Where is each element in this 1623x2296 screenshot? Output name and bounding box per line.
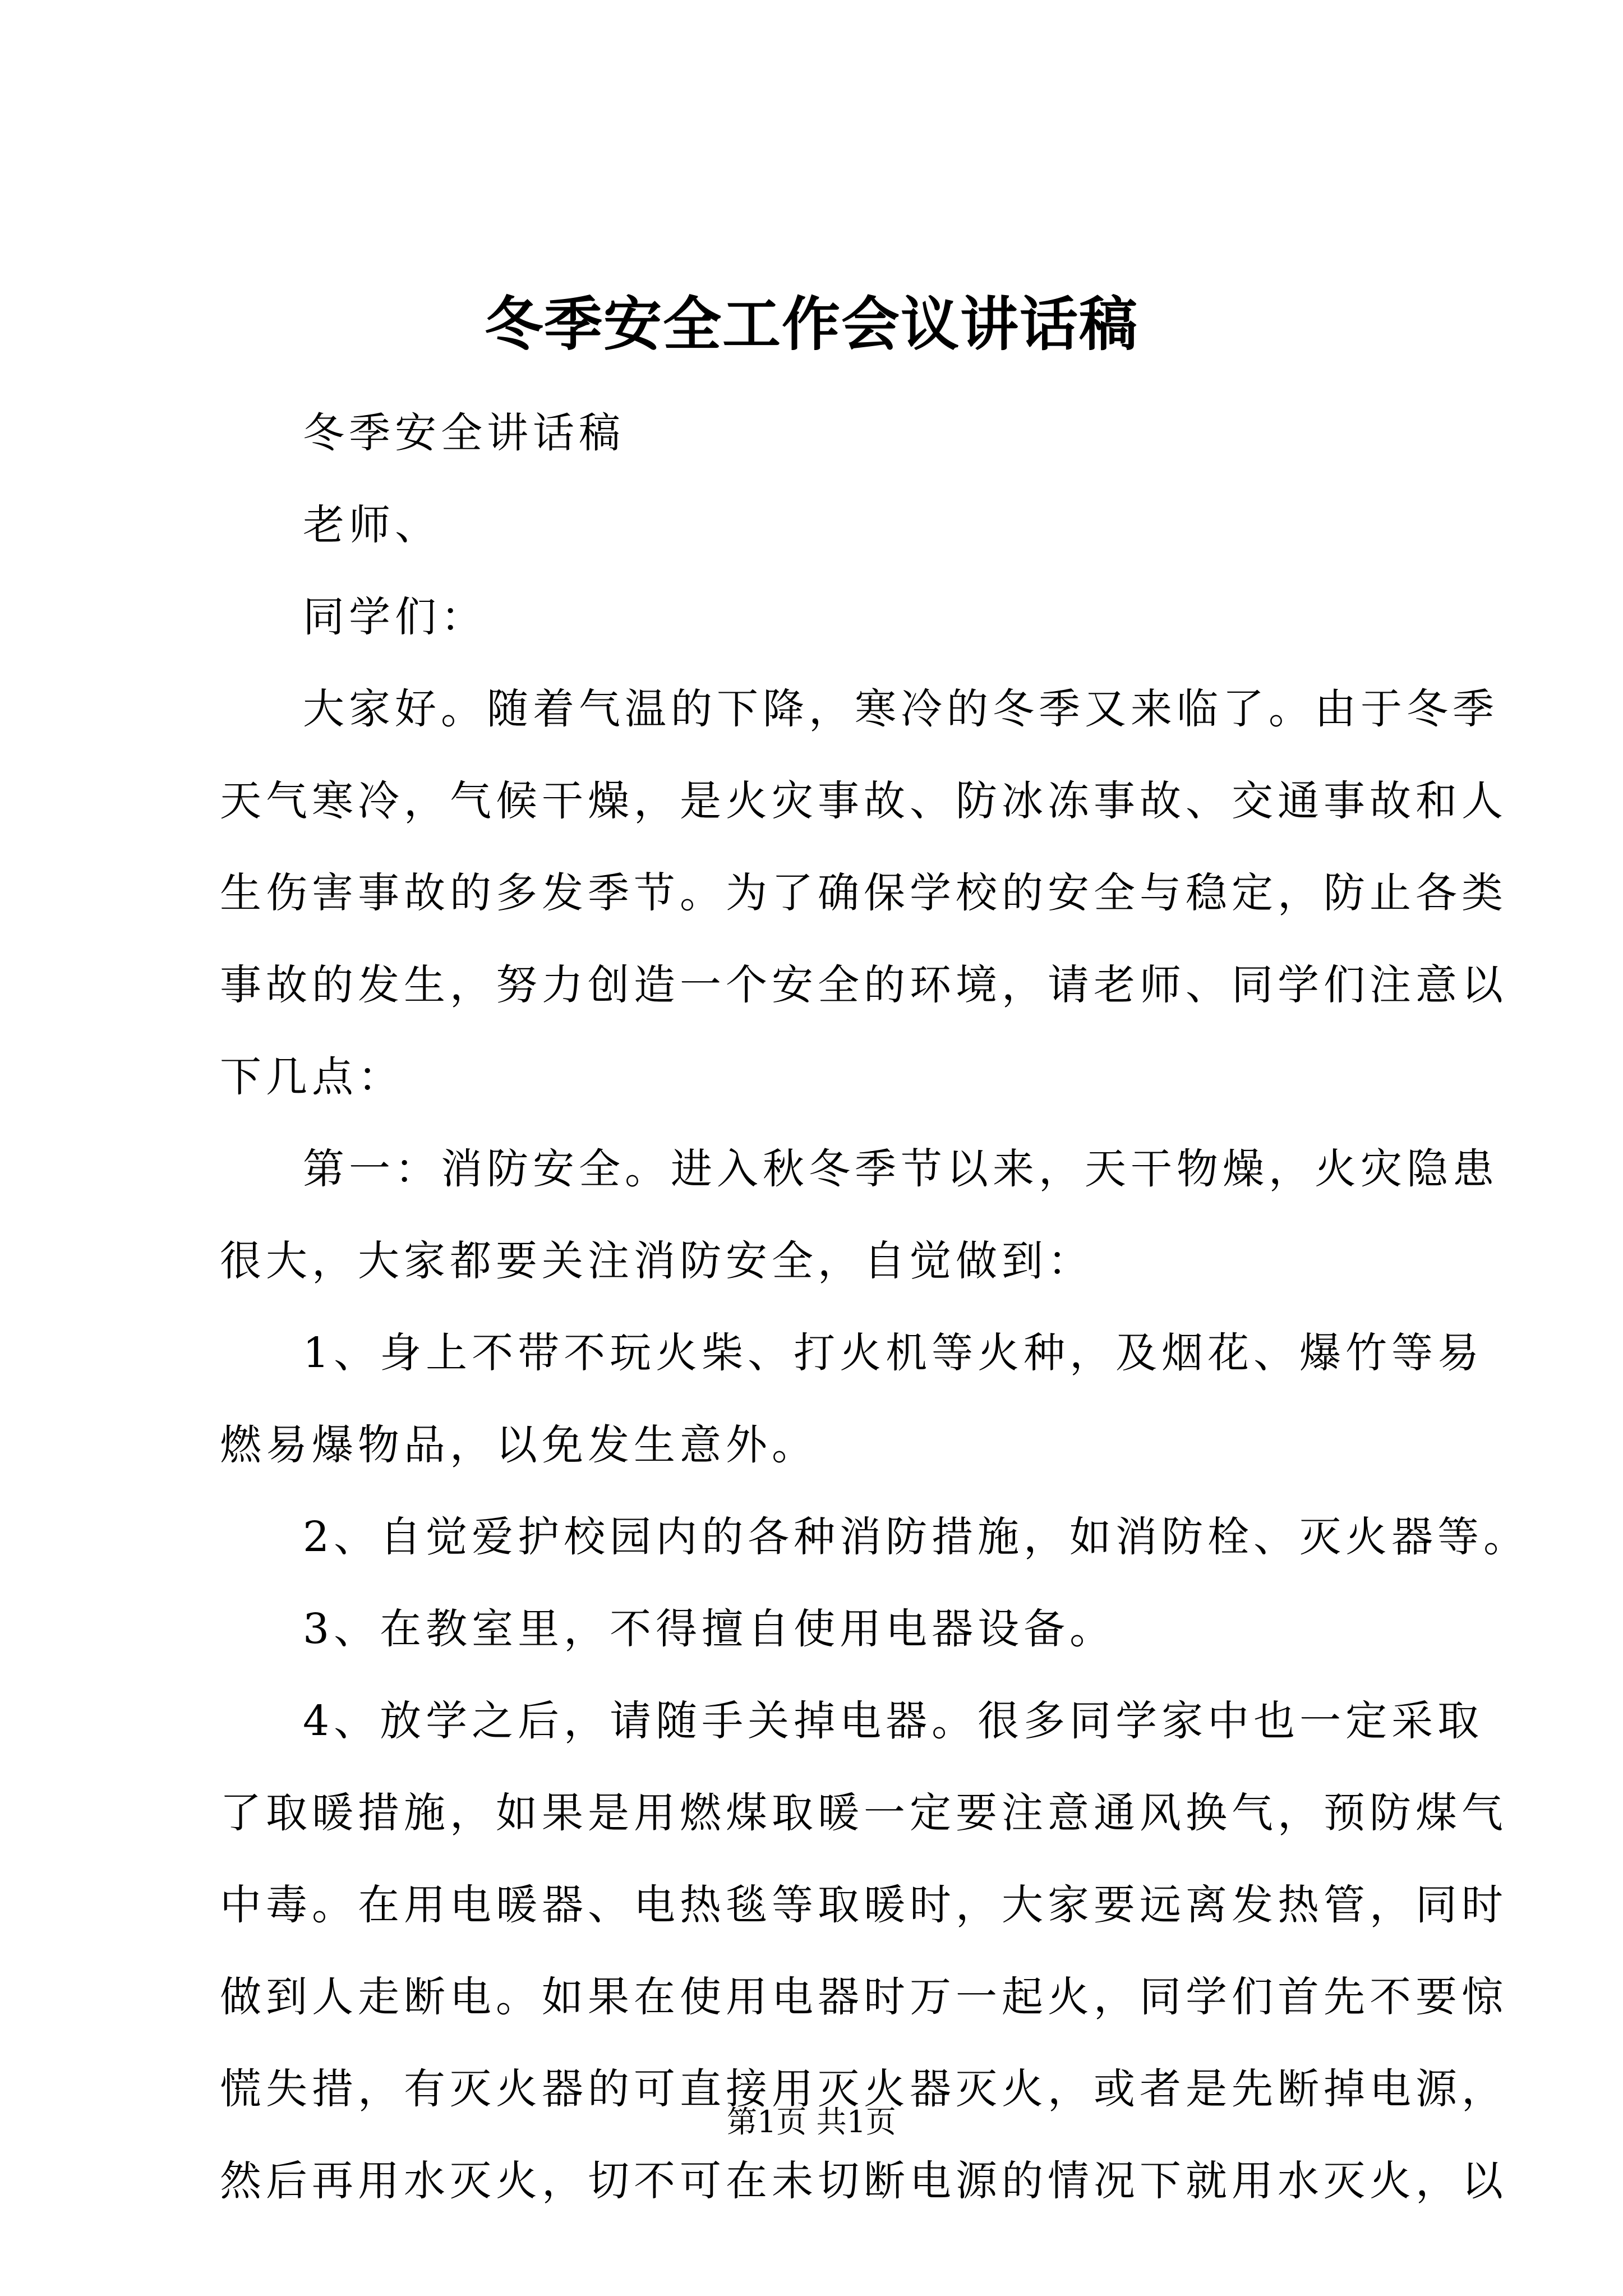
body-line: 生伤害事故的多发季节。为了确保学校的安全与稳定，防止各类 — [220, 869, 1507, 917]
body-line: 3、在教室里，不得擅自使用电器设备。 — [303, 1605, 1116, 1653]
body-line: 老师、 — [303, 501, 441, 549]
body-line: 做到人走断电。如果在使用电器时万一起火，同学们首先不要惊 — [220, 1973, 1507, 2021]
page-number-footer: 第1页 共1页 — [727, 2104, 896, 2139]
body-line: 事故的发生，努力创造一个安全的环境，请老师、同学们注意以 — [220, 961, 1507, 1009]
body-line: 慌失措，有灭火器的可直接用灭火器灭火，或者是先断掉电源， — [220, 2065, 1507, 2113]
body-line: 中毒。在用电暖器、电热毯等取暖时，大家要远离发热管，同时 — [220, 1881, 1507, 1929]
body-line: 下几点： — [220, 1053, 404, 1101]
body-line: 天气寒冷，气候干燥，是火灾事故、防冰冻事故、交通事故和人 — [220, 777, 1507, 825]
body-line: 同学们： — [303, 593, 487, 641]
body-line: 大家好。随着气温的下降，寒冷的冬季又来临了。由于冬季 — [303, 685, 1498, 733]
document-body — [220, 387, 1530, 2227]
body-line: 2、自觉爱护校园内的各种消防措施，如消防栓、灭火器等。 — [303, 1513, 1530, 1561]
body-line: 1、身上不带不玩火柴、打火机等火种，及烟花、爆竹等易 — [303, 1329, 1484, 1377]
document-title: 冬季安全工作会议讲话稿 — [484, 289, 1138, 358]
body-line: 然后再用水灭火，切不可在未切断电源的情况下就用水灭火，以 — [220, 2157, 1507, 2205]
body-line: 冬季安全讲话稿 — [303, 409, 625, 457]
body-line: 4、放学之后，请随手关掉电器。很多同学家中也一定采取 — [303, 1697, 1484, 1745]
body-line: 很大，大家都要关注消防安全，自觉做到： — [220, 1237, 1094, 1285]
body-line: 了取暖措施，如果是用燃煤取暖一定要注意通风换气，预防煤气 — [220, 1789, 1507, 1837]
body-line: 燃易爆物品，以免发生意外。 — [220, 1421, 818, 1469]
body-line: 第一：消防安全。进入秋冬季节以来，天干物燥，火灾隐患 — [303, 1145, 1498, 1193]
